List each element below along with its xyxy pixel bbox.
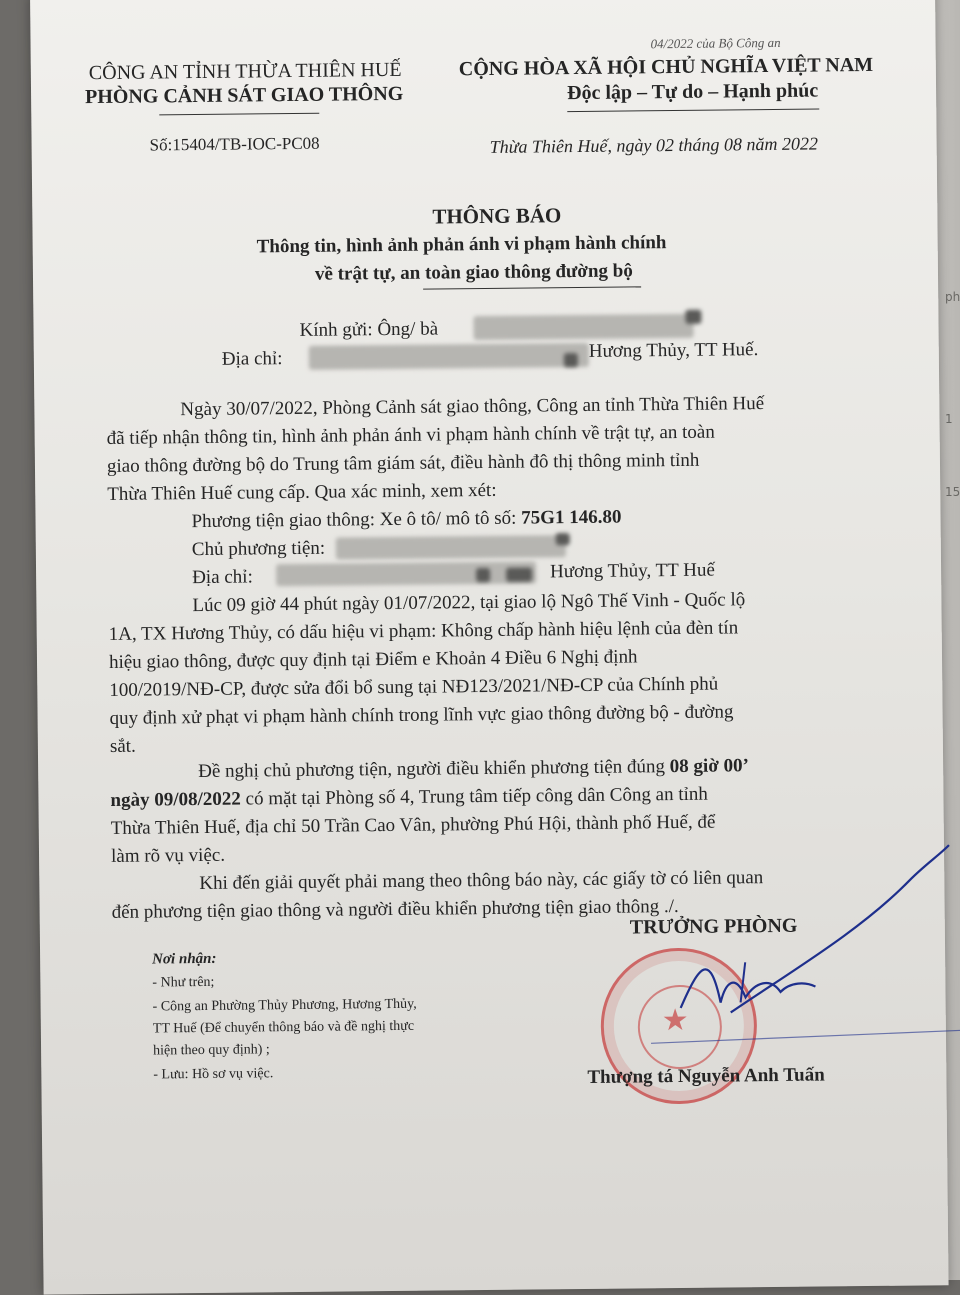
receiver-item: - Công an Phường Thủy Phương, Hương Thủy, — [152, 996, 417, 1015]
subtitle-underline — [423, 286, 641, 289]
appointment-date: ngày 09/08/2022 — [110, 788, 241, 811]
redacted-block — [476, 568, 490, 582]
signature — [639, 840, 960, 1064]
paragraph-line: Ngày 30/07/2022, Phòng Cảnh sát giao thông, Công an tỉnh Thừa Thiên Huế — [180, 393, 765, 421]
redacted-address — [309, 343, 589, 370]
top-text-fragment: 04/2022 của Bộ Công an — [650, 34, 781, 52]
owner-address-tail: Hương Thủy, TT Huế — [549, 559, 715, 583]
paragraph-line: quy định xử phạt vi phạm hành chính trong lĩnh vực giao thông đường bộ - đường — [109, 701, 734, 729]
redacted-owner — [336, 535, 566, 559]
redacted-block — [685, 310, 701, 324]
document-subtitle-line2: về trật tự, an toàn giao thông đường bộ — [314, 260, 633, 285]
recipient-greeting: Kính gửi: Ông/ bà — [299, 318, 439, 341]
redacted-owner-address — [276, 561, 536, 586]
agency-name: CÔNG AN TỈNH THỪA THIÊN HUẾ — [88, 58, 402, 85]
paragraph-line: Khi đến giải quyết phải mang theo thông báo này, các giấy tờ có liên quan — [199, 867, 764, 895]
document-number: Số:15404/TB-IOC-PC08 — [149, 133, 320, 155]
owner-label: Chủ phương tiện: — [191, 537, 326, 561]
request-text: có mặt tại Phòng số 4, Trung tâm tiếp công dân Công an tỉnh — [245, 783, 708, 810]
paragraph-line: hiệu giao thông, được quy định tại Điểm e Khoản 4 Điều 6 Nghị định — [108, 646, 638, 673]
vehicle-plate: 75G1 146.80 — [521, 506, 622, 529]
redacted-block — [506, 568, 532, 582]
motto: Độc lập – Tự do – Hạnh phúc — [566, 79, 819, 105]
paragraph-line: Thừa Thiên Huế, địa chỉ 50 Trần Cao Vân, phường Phú Hội, thành phố Huế, để — [110, 811, 716, 839]
recipient-address-tail: Hương Thủy, TT Huế. — [588, 339, 759, 362]
paragraph-line: làm rõ vụ việc. — [110, 844, 226, 867]
receiver-item: - Như trên; — [152, 974, 215, 991]
paragraph-line: đến phương tiện giao thông và người điều khiển phương tiện giao thông ./. — [111, 895, 679, 923]
receivers-title: Nơi nhận: — [152, 950, 217, 968]
signer-name: Thượng tá Nguyễn Anh Tuấn — [587, 1064, 825, 1088]
appointment-time: 08 giờ 00’ — [669, 755, 749, 778]
document-title: THÔNG BÁO — [432, 203, 562, 229]
paragraph-line: 1A, TX Hương Thủy, có dấu hiệu vi phạm: Không chấp hành hiệu lệnh của đèn tín — [108, 617, 739, 645]
paragraph-line — [110, 784, 708, 812]
recipient-address-label: Địa chỉ: — [221, 348, 283, 370]
receiver-item: - Lưu: Hồ sơ vụ việc. — [153, 1066, 274, 1083]
document-subtitle-line1: Thông tin, hình ảnh phản ánh vi phạm hành chính — [256, 232, 667, 258]
request-text: Đề nghị chủ phương tiện, người điều khiển phương tiện đúng — [198, 756, 666, 783]
nation-name: CỘNG HÒA XÃ HỘI CHỦ NGHĨA VIỆT NAM — [458, 53, 874, 81]
department-name: PHÒNG CẢNH SÁT GIAO THÔNG — [84, 82, 404, 109]
paragraph-line: đã tiếp nhận thông tin, hình ảnh phản ánh vi phạm hành chính về trật tự, an toàn — [106, 421, 715, 449]
seal-star-icon: ★ — [661, 1003, 689, 1038]
owner-address-label: Địa chỉ: — [192, 566, 253, 589]
document-page — [30, 0, 949, 1295]
vehicle-line — [191, 507, 621, 534]
redacted-block — [564, 353, 578, 367]
underlying-text-fragment: 15 — [945, 485, 960, 499]
department-underline — [159, 113, 319, 116]
paragraph-line: Thừa Thiên Huế cung cấp. Qua xác minh, xem xét: — [107, 479, 497, 505]
paragraph-line: sắt. — [109, 735, 136, 757]
place-date: Thừa Thiên Huế, ngày 02 tháng 08 năm 2022 — [489, 133, 819, 157]
receiver-item: TT Huế (Để chuyển thông báo và đề nghị thực — [152, 1018, 415, 1037]
redacted-block — [556, 533, 570, 545]
redacted-name — [473, 314, 693, 340]
underlying-text-fragment: ph — [945, 290, 960, 304]
motto-underline — [567, 108, 819, 112]
paragraph-line: Lúc 09 giờ 44 phút ngày 01/07/2022, tại giao lộ Ngô Thế Vinh - Quốc lộ — [192, 589, 746, 617]
signer-title: TRƯỞNG PHÒNG — [629, 914, 798, 939]
underlying-text-fragment: 1 — [945, 412, 953, 426]
paragraph-line — [198, 755, 749, 783]
vehicle-label: Phương tiện giao thông: Xe ô tô/ mô tô số: — [191, 507, 517, 533]
paragraph-line: giao thông đường bộ do Trung tâm giám sát, điều hành đô thị thông minh tỉnh — [106, 449, 700, 477]
paragraph-line: 100/2019/NĐ-CP, được sửa đổi bổ sung tại NĐ123/2021/NĐ-CP của Chính phủ — [109, 673, 719, 701]
receiver-item: hiện theo quy định) ; — [153, 1042, 270, 1059]
